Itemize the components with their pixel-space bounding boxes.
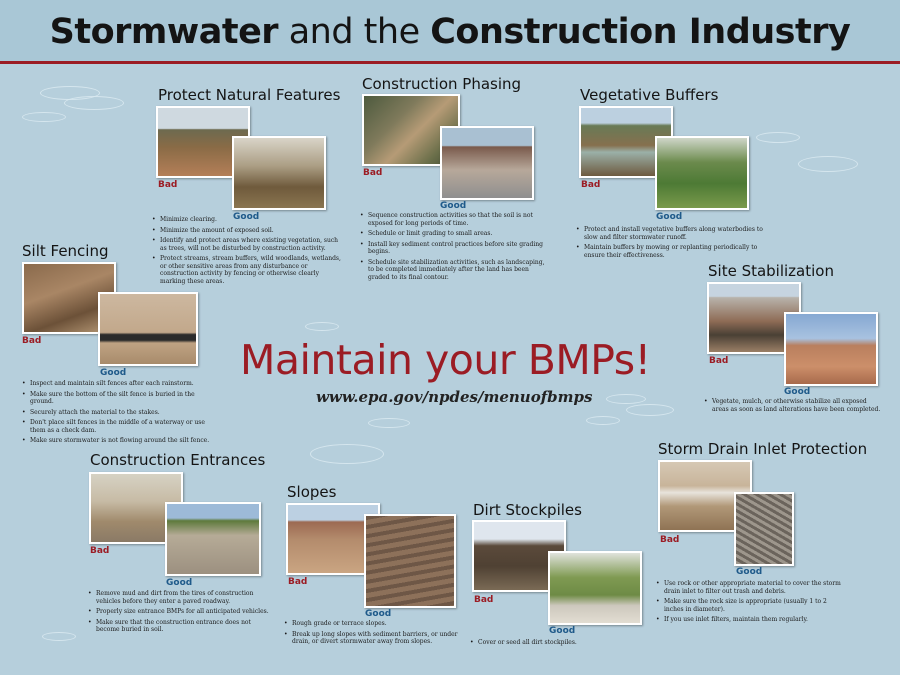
- label-slopes-good: Good: [365, 609, 392, 619]
- label-stockpiles-good: Good: [549, 626, 576, 636]
- bullet-item: • Cover or seed all dirt stockpiles.: [470, 639, 650, 647]
- bullet-item: • Minimize the amount of exposed soil.: [152, 227, 342, 235]
- title-construction-industry: Construction Industry: [430, 12, 851, 52]
- photo-stockpiles-good: [548, 551, 642, 625]
- label-phasing-good: Good: [440, 201, 467, 211]
- bullet-item: • Install key sediment control practices before site grading begins.: [360, 241, 546, 256]
- bullets-phasing: [360, 212, 546, 284]
- section-title-slopes: Slopes: [287, 483, 337, 501]
- label-silt-good: Good: [100, 368, 127, 378]
- photo-stabilization-good: [784, 312, 878, 386]
- epa-url[interactable]: www.epa.gov/npdes/menuofbmps: [316, 388, 593, 406]
- section-title-site-stabilization: Site Stabilization: [708, 262, 834, 280]
- photo-slopes-good: [364, 514, 456, 608]
- photo-protect-good: [232, 136, 326, 210]
- title-stormwater: Stormwater: [49, 12, 279, 52]
- bullets-slopes: [284, 620, 462, 649]
- label-entrances-bad: Bad: [90, 546, 110, 556]
- bullet-item: • Protect streams, stream buffers, wild woodlands, wetlands, or other sensitive areas from any disturbance or construction activity by fencing or otherwise clearly marking these areas.: [152, 255, 342, 285]
- bullets-silt: [22, 380, 212, 448]
- bullet-item: • Make sure stormwater is not flowing around the silt fence.: [22, 437, 212, 445]
- water-ripple-decoration: [798, 156, 858, 172]
- section-title-construction-entrances: Construction Entrances: [90, 451, 266, 469]
- water-ripple-decoration: [22, 112, 66, 122]
- section-title-construction-phasing: Construction Phasing: [362, 75, 522, 93]
- label-inlet-good: Good: [736, 567, 763, 577]
- bullet-item: • Break up long slopes with sediment barriers, or under drain, or divert stormwater away from slopes.: [284, 631, 462, 646]
- water-ripple-decoration: [368, 418, 410, 428]
- bullet-item: • Vegetate, mulch, or otherwise stabilize all exposed areas as soon as land alterations have been completed.: [704, 398, 884, 413]
- section-title-protect-natural-features: Protect Natural Features: [158, 86, 341, 104]
- label-slopes-bad: Bad: [288, 577, 308, 587]
- label-entrances-good: Good: [166, 578, 193, 588]
- water-ripple-decoration: [305, 322, 339, 331]
- photo-inlet-good: [734, 492, 794, 566]
- water-ripple-decoration: [64, 96, 124, 110]
- slogan-maintain-bmps: Maintain your BMPs!: [240, 336, 651, 384]
- bullet-item: • Maintain buffers by mowing or replanting periodically to ensure their effectiveness.: [576, 244, 772, 259]
- bullets-stabilization: [704, 398, 884, 416]
- bullets-buffers: [576, 226, 772, 262]
- bullet-item: • Sequence construction activities so that the soil is not exposed for long periods of time.: [360, 212, 546, 227]
- bullet-item: • Protect and install vegetative buffers along waterbodies to slow and filter stormwater runoff.: [576, 226, 772, 241]
- photo-phasing-good: [440, 126, 534, 200]
- section-title-silt-fencing: Silt Fencing: [22, 242, 109, 260]
- bullet-item: • Identify and protect areas where existing vegetation, such as trees, will not be disturbed by construction activity.: [152, 237, 342, 252]
- bullet-item: • Schedule site stabilization activities, such as landscaping, to be completed immediately after the land has been graded to its final contour.: [360, 259, 546, 282]
- bullets-entrances: [88, 590, 274, 637]
- poster-title: [0, 12, 900, 52]
- photo-buffers-good: [655, 136, 749, 210]
- bullet-item: • Make sure the rock size is appropriate (usually 1 to 2 inches in diameter).: [656, 598, 842, 613]
- water-ripple-decoration: [756, 132, 800, 143]
- title-connector: and the: [278, 12, 431, 52]
- bullets-stockpiles: [470, 639, 650, 650]
- bullet-item: • Inspect and maintain silt fences after each rainstorm.: [22, 380, 212, 388]
- water-ripple-decoration: [42, 632, 76, 641]
- bullet-item: • Use rock or other appropriate material to cover the storm drain inlet to filter out trash and debris.: [656, 580, 842, 595]
- bullets-inlet: [656, 580, 842, 627]
- water-ripple-decoration: [606, 394, 646, 404]
- bullet-item: • If you use inlet filters, maintain them regularly.: [656, 616, 842, 624]
- bullet-item: • Make sure that the construction entrance does not become buried in soil.: [88, 619, 274, 634]
- label-stockpiles-bad: Bad: [474, 595, 494, 605]
- bullets-protect: [152, 216, 342, 288]
- label-protect-bad: Bad: [158, 180, 178, 190]
- photo-silt-good: [98, 292, 198, 366]
- water-ripple-decoration: [586, 416, 620, 425]
- bullet-item: • Schedule or limit grading to small areas.: [360, 230, 546, 238]
- bullet-item: • Securely attach the material to the stakes.: [22, 409, 212, 417]
- label-stabilization-bad: Bad: [709, 356, 729, 366]
- label-phasing-bad: Bad: [363, 168, 383, 178]
- bullet-item: • Rough grade or terrace slopes.: [284, 620, 462, 628]
- water-ripple-decoration: [626, 404, 674, 416]
- bullet-item: • Remove mud and dirt from the tires of construction vehicles before they enter a paved roadway.: [88, 590, 274, 605]
- water-ripple-decoration: [310, 444, 384, 464]
- label-inlet-bad: Bad: [660, 535, 680, 545]
- label-protect-good: Good: [233, 212, 260, 222]
- section-title-vegetative-buffers: Vegetative Buffers: [580, 86, 719, 104]
- section-title-dirt-stockpiles: Dirt Stockpiles: [473, 501, 582, 519]
- poster-header: [0, 0, 900, 64]
- label-buffers-good: Good: [656, 212, 683, 222]
- label-buffers-bad: Bad: [581, 180, 601, 190]
- bullet-item: • Minimize clearing.: [152, 216, 342, 224]
- label-stabilization-good: Good: [784, 387, 811, 397]
- section-title-storm-drain-inlet-protection: Storm Drain Inlet Protection: [658, 440, 868, 458]
- bullet-item: • Properly size entrance BMPs for all anticipated vehicles.: [88, 608, 274, 616]
- bullet-item: • Don't place silt fences in the middle of a waterway or use them as a check dam.: [22, 419, 212, 434]
- bullet-item: • Make sure the bottom of the silt fence is buried in the ground.: [22, 391, 212, 406]
- photo-entrances-good: [165, 502, 261, 576]
- label-silt-bad: Bad: [22, 336, 42, 346]
